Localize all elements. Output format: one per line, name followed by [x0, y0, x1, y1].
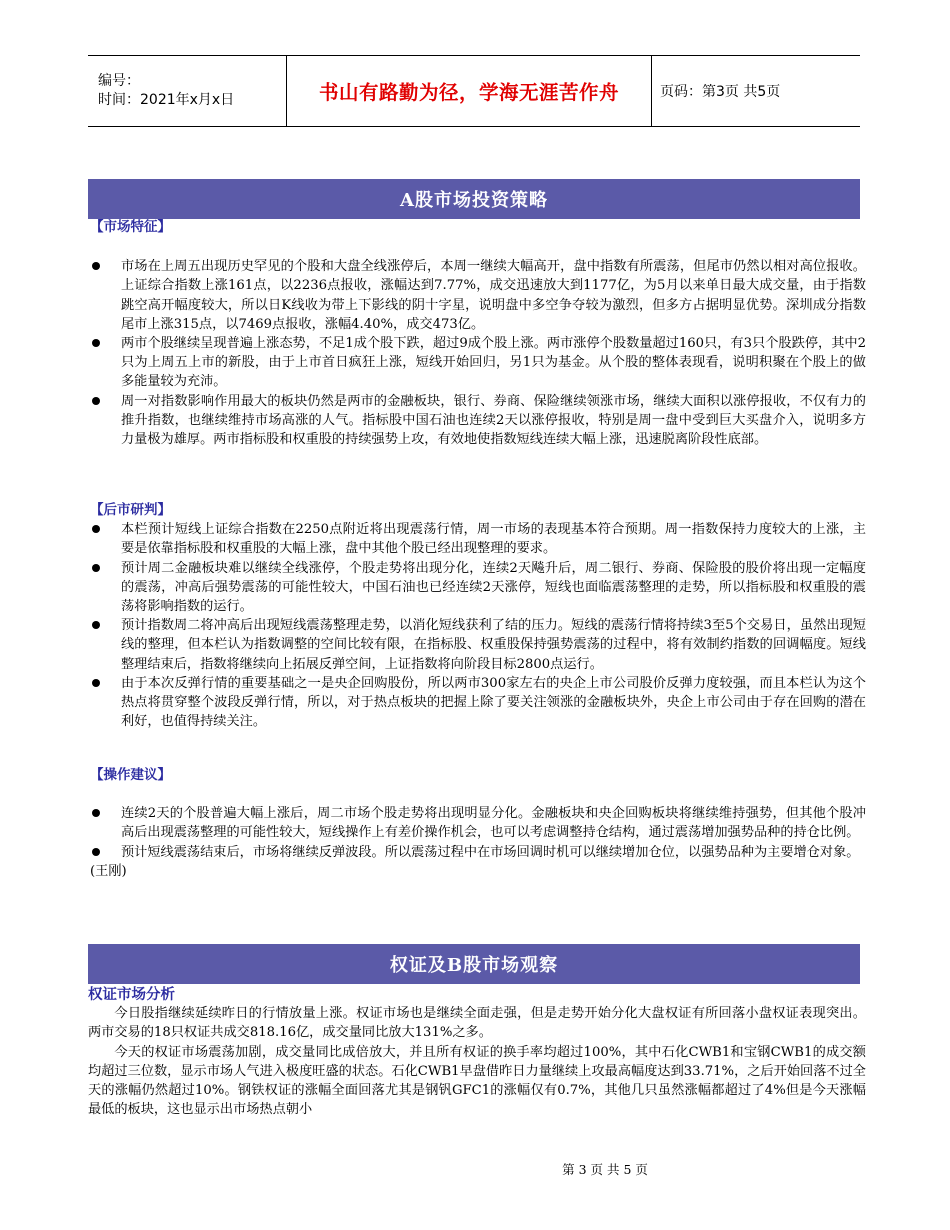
- warrant-analysis-label: 权证市场分析: [88, 986, 175, 1003]
- bullet-icon: [92, 679, 100, 687]
- list-item: 由于本次反弹行情的重要基础之一是央企回购股份，所以两市300家左右的央企上市公司股价反弹力度较强，而且本栏认为这个热点将贯穿整个波段反弹行情，所以，对于热点板块的把握上除了要关注领涨的金融板块外，央企上市公司由于存在回购的潜在利好，也值得持续关注。: [88, 674, 866, 732]
- list-item: 市场在上周五出现历史罕见的个股和大盘全线涨停后，本周一继续大幅高开，盘中指数有所震荡，但尾市仍然以相对高位报收。上证综合指数上涨161点，以2236点报收，涨幅达到7.77%，成交迅速放大到1177亿，为5月以来单日最大成交量，由于指数跳空高开幅度较大，所以日K线收为带上下影线的阴十字星，说明盘中多空争夺较为激烈，但多方占据明显优势。深圳成分指数尾市上涨315点，以7469点报收，涨幅4.40%，成交473亿。: [88, 257, 866, 334]
- number-label: 编号：: [98, 73, 140, 89]
- list-item: 连续2天的个股普遍大幅上涨后，周二市场个股走势将出现明显分化。金融板块和央企回购板块将继续维持强势，但其他个股冲高后出现震荡整理的可能性较大，短线操作上有差价操作机会，也可以考虑调整持仓结构，通过震荡增加强势品种的持仓比例。: [88, 804, 866, 842]
- list-item: 本栏预计短线上证综合指数在2250点附近将出现震荡行情，周一市场的表现基本符合预期。周一指数保持力度较大的上涨，主要是依靠指标股和权重股的大幅上涨，盘中其他个股已经出现整理的要求。: [88, 520, 866, 558]
- paragraph: 今天的权证市场震荡加剧，成交量同比成倍放大，并且所有权证的换手率均超过100%，其中石化CWB1和宝钢CWB1的成交额均超过三位数，显示市场人气进入极度旺盛的状态。石化CWB1早盘借昨日力量继续上攻最高幅度达到33.71%，之后开始回落不过全天的涨幅仍然超过10%。钢铁权证的涨幅全面回落尤其是钢钒GFC1的涨幅仅有0.7%，其他几只虽然涨幅都超过了4%但是今天涨幅最低的板块，这也显示出市场热点朝小: [88, 1044, 866, 1118]
- author: (王刚): [90, 863, 127, 879]
- bullet-icon: [92, 809, 100, 817]
- paragraph: 今日股指继续延续昨日的行情放量上涨。权证市场也是继续全面走强，但是走势开始分化大盘权证有所回落小盘权证表现突出。两市交易的18只权证共成交818.16亿，成交量同比放大131%之多。: [88, 1006, 866, 1041]
- bullet-icon: [92, 848, 100, 856]
- operation-advice-label: 【操作建议】: [90, 767, 171, 783]
- operation-advice-list: [88, 804, 866, 862]
- page-info: 页码：第3页 共5页: [660, 84, 781, 100]
- bullet-icon: [92, 564, 100, 572]
- page-header: [88, 55, 860, 127]
- market-outlook: [88, 501, 866, 731]
- list-item: 预计短线震荡结束后，市场将继续反弹波段。所以震荡过程中在市场回调时机可以继续增加仓位，以强势品种为主要增仓对象。: [88, 843, 866, 862]
- warrant-analysis: [88, 985, 866, 1119]
- market-features-label: 【市场特征】: [90, 219, 171, 235]
- page-footer: [0, 1160, 950, 1178]
- time-label: 时间：2021年x月x日: [98, 92, 235, 108]
- section-title-a-share: A股市场投资策略: [88, 179, 860, 219]
- motto: 书山有路勤为径，学海无涯苦作舟: [286, 56, 652, 126]
- market-features: [88, 218, 866, 449]
- footer-page-number: 第 3 页 共 5 页: [562, 1162, 648, 1177]
- bullet-icon: [92, 525, 100, 533]
- list-item: 周一对指数影响作用最大的板块仍然是两市的金融板块，银行、券商、保险继续领涨市场，继续大面积以涨停报收，不仅有力的推升指数，也继续维持市场高涨的人气。指标股中国石油也连续2天以涨停报收，特别是周一盘中受到巨大买盘介入，说明多方力量极为雄厚。两市指标股和权重股的持续强势上攻，有效地使指数短线连续大幅上涨，迅速脱离阶段性底部。: [88, 392, 866, 450]
- market-features-list: [88, 257, 866, 449]
- section-title-warrant: 权证及B股市场观察: [88, 944, 860, 984]
- bullet-icon: [92, 621, 100, 629]
- list-item: 预计周二金融板块难以继续全线涨停，个股走势将出现分化，连续2天飚升后，周二银行、券商、保险股的股价将出现一定幅度的震荡，冲高后强势震荡的可能性较大，中国石油也已经连续2天涨停，短线也面临震荡整理的走势，所以指标股和权重股的震荡将影响指数的运行。: [88, 559, 866, 617]
- bullet-icon: [92, 397, 100, 405]
- header-left: [88, 56, 286, 126]
- list-item: 两市个股继续呈现普遍上涨态势，不足1成个股下跌，超过9成个股上涨。两市涨停个股数量超过160只，有3只个股跌停，其中2只为上周五上市的新股，由于上市首日疯狂上涨，短线开始回归，另1只为基金。从个股的整体表现看，说明积聚在个股上的做多能量较为充沛。: [88, 334, 866, 392]
- operation-advice: [88, 766, 866, 881]
- market-outlook-list: [88, 520, 866, 731]
- bullet-icon: [92, 262, 100, 270]
- bullet-icon: [92, 339, 100, 347]
- market-outlook-label: 【后市研判】: [90, 502, 171, 518]
- list-item: 预计指数周二将冲高后出现短线震荡整理走势，以消化短线获利了结的压力。短线的震荡行情将持续3至5个交易日，虽然出现短线的整理，但本栏认为指数调整的空间比较有限，在指标股、权重股保持强势震荡的过程中，将有效制约指数的回调幅度。短线整理结束后，指数将继续向上拓展反弹空间，上证指数将向阶段目标2800点运行。: [88, 616, 866, 674]
